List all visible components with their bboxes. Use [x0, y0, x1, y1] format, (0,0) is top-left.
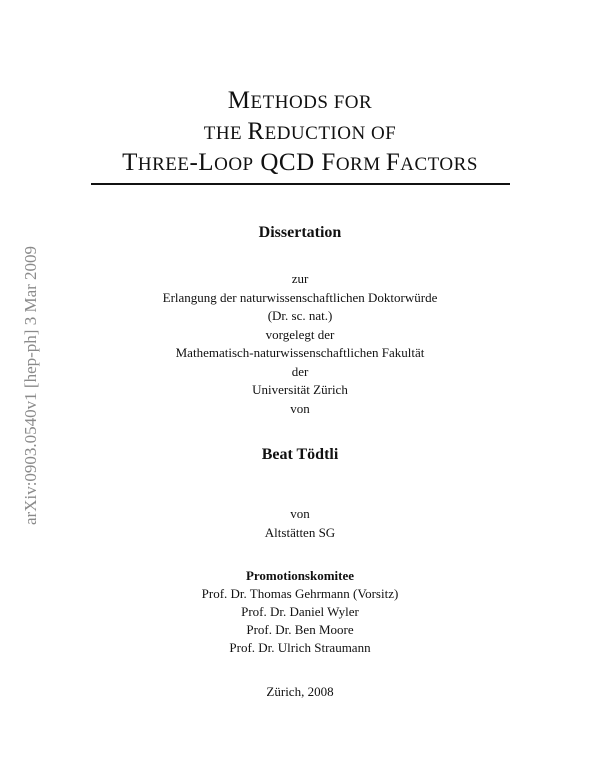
purpose-line: vorgelegt der [265, 326, 335, 342]
title-line-3: THREE-LOOP QCD FORM FACTORS [122, 149, 478, 176]
title-line-2: THE REDUCTION OF [203, 118, 397, 145]
purpose-line: (Dr. sc. nat.) [267, 308, 333, 323]
purpose-line: von [290, 400, 310, 416]
title-rule [91, 183, 510, 185]
purpose-line: der [291, 363, 309, 379]
author-origin [100, 505, 500, 542]
thesis-title [90, 86, 510, 179]
committee-block [100, 567, 500, 657]
purpose-line: Mathematisch-naturwissenschaftlichen Fakultät [175, 345, 425, 360]
arxiv-identifier-stamp [12, 200, 46, 530]
arxiv-identifier-text: arXiv:0903.0540v1 [hep-ph] 3 Mar 2009 [21, 245, 40, 525]
document-type-heading: Dissertation [258, 224, 342, 241]
origin-line: Altstätten SG [264, 524, 336, 540]
purpose-line: Erlangung der naturwissenschaftlichen Doktorwürde [162, 289, 438, 305]
purpose-line: Universität Zürich [252, 382, 348, 397]
committee-member: Prof. Dr. Ben Moore [246, 622, 354, 637]
purpose-line: zur [291, 271, 309, 286]
author-name: Beat Tödtli [261, 446, 339, 463]
title-line-1: METHODS FOR [227, 87, 373, 114]
committee-member: Prof. Dr. Thomas Gehrmann (Vorsitz) [201, 586, 399, 601]
committee-member: Prof. Dr. Ulrich Straumann [229, 640, 371, 655]
origin-line: von [290, 506, 310, 521]
committee-member: Prof. Dr. Daniel Wyler [241, 604, 359, 619]
committee-heading: Promotionskomitee [245, 568, 355, 583]
place-and-date: Zürich, 2008 [266, 684, 334, 699]
purpose-statement [100, 270, 500, 418]
